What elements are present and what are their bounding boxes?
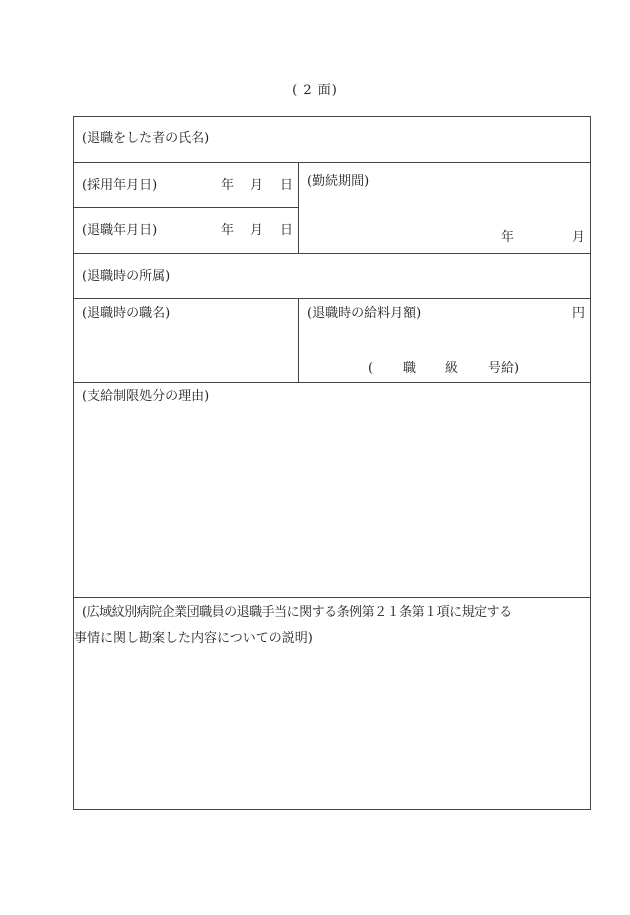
column-divider <box>298 162 299 253</box>
hire-day-unit: 日 <box>280 178 294 193</box>
retire-year-unit: 年 <box>221 223 235 238</box>
salary-unit: 円 <box>572 306 586 321</box>
position-label: (退職時の職名) <box>82 306 171 321</box>
service-month-unit: 月 <box>572 230 586 245</box>
grade-job-label: 職 <box>403 361 417 376</box>
row-divider <box>74 298 590 299</box>
hire-date-label: (採用年月日) <box>82 178 158 193</box>
row-divider <box>74 253 590 254</box>
grade-class-label: 級 <box>445 361 459 376</box>
retire-day-unit: 日 <box>280 223 294 238</box>
row-divider <box>74 162 590 163</box>
row-divider <box>74 597 590 598</box>
explanation-label-line2: 事情に関し勘案した内容についての説明) <box>74 631 313 646</box>
row-divider <box>74 207 298 208</box>
row-divider <box>74 382 590 383</box>
reason-label: (支給制限処分の理由) <box>82 389 210 404</box>
hire-month-unit: 月 <box>250 178 264 193</box>
explanation-label-line1: (広域紋別病院企業団職員の退職手当に関する条例第２１条第１項に規定する <box>82 605 512 620</box>
column-divider <box>298 298 299 382</box>
salary-label: (退職時の給料月額) <box>307 306 422 321</box>
grade-open-paren: ( <box>368 361 374 376</box>
affiliation-label: (退職時の所属) <box>82 269 171 284</box>
grade-step-label: 号給) <box>488 361 520 376</box>
retiree-name-label: (退職をした者の氏名) <box>82 131 210 146</box>
service-period-label: (勤続期間) <box>307 174 370 189</box>
retire-date-label: (退職年月日) <box>82 223 158 238</box>
retirement-form-table <box>73 116 591 810</box>
page-label: ( 2 面) <box>292 83 338 98</box>
retire-month-unit: 月 <box>250 223 264 238</box>
service-year-unit: 年 <box>501 230 515 245</box>
hire-year-unit: 年 <box>221 178 235 193</box>
